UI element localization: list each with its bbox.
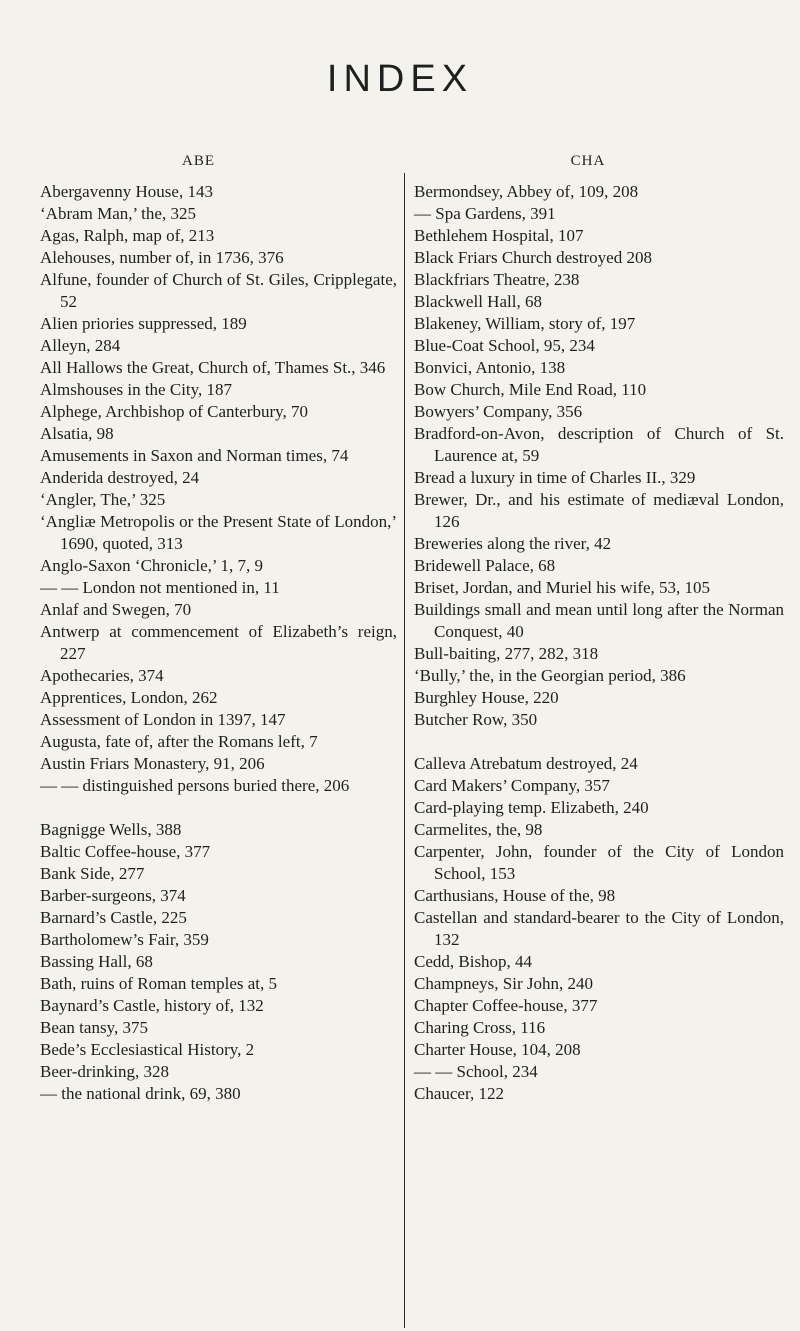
index-entry: ‘Bully,’ the, in the Georgian period, 386 — [414, 666, 686, 685]
index-entry: Austin Friars Monastery, 91, 206 — [40, 754, 265, 773]
entry-list-left — [40, 181, 397, 1105]
index-entry: Alehouses, number of, in 1736, 376 — [40, 248, 284, 267]
index-entry: Antwerp at commencement of Elizabeth’s reign, 227 — [40, 622, 397, 663]
index-entry: Anlaf and Swegen, 70 — [40, 600, 192, 619]
index-entry: Barnard’s Castle, 225 — [40, 908, 187, 927]
index-entry: Bread a luxury in time of Charles II., 329 — [414, 468, 696, 487]
index-entry: Chapter Coffee-house, 377 — [414, 996, 598, 1015]
running-head-left: ABE — [182, 153, 215, 169]
index-entry: Bridewell Palace, 68 — [414, 556, 556, 575]
index-column-right — [414, 150, 784, 1105]
index-entry: Champneys, Sir John, 240 — [414, 974, 593, 993]
index-entry: Augusta, fate of, after the Romans left, 7 — [40, 732, 318, 751]
index-entry: Card Makers’ Company, 357 — [414, 776, 610, 795]
index-entry: Anderida destroyed, 24 — [40, 468, 200, 487]
index-entry: Bonvici, Antonio, 138 — [414, 358, 566, 377]
index-entry: — — distinguished persons buried there, 206 — [40, 776, 350, 795]
column-divider — [404, 173, 405, 1328]
index-entry: Charing Cross, 116 — [414, 1018, 546, 1037]
section-gap — [40, 797, 397, 819]
index-entry: Breweries along the river, 42 — [414, 534, 612, 553]
index-entry: Agas, Ralph, map of, 213 — [40, 226, 215, 245]
index-entry: Bartholomew’s Fair, 359 — [40, 930, 209, 949]
index-entry: Burghley House, 220 — [414, 688, 559, 707]
index-entry: Black Friars Church destroyed 208 — [414, 248, 652, 267]
index-entry: Card-playing temp. Elizabeth, 240 — [414, 798, 649, 817]
index-entry: — — London not mentioned in, 11 — [40, 578, 280, 597]
index-entry: Bagnigge Wells, 388 — [40, 820, 182, 839]
index-entry: Bean tansy, 375 — [40, 1018, 148, 1037]
index-entry: Calleva Atrebatum destroyed, 24 — [414, 754, 638, 773]
page-title: INDEX — [326, 58, 474, 100]
index-entry: — the national drink, 69, 380 — [40, 1084, 241, 1103]
index-entry: Barber-surgeons, 374 — [40, 886, 186, 905]
index-entry: Briset, Jordan, and Muriel his wife, 53, 105 — [414, 578, 711, 597]
index-entry: Charter House, 104, 208 — [414, 1040, 581, 1059]
section-gap — [414, 731, 784, 753]
index-entry: Bermondsey, Abbey of, 109, 208 — [414, 182, 639, 201]
index-entry: Assessment of London in 1397, 147 — [40, 710, 286, 729]
index-column-left — [40, 150, 397, 1105]
index-entry: Baynard’s Castle, history of, 132 — [40, 996, 264, 1015]
index-entry: Alphege, Archbishop of Canterbury, 70 — [40, 402, 309, 421]
index-entry: ‘Abram Man,’ the, 325 — [40, 204, 196, 223]
index-entry: Anglo-Saxon ‘Chronicle,’ 1, 7, 9 — [40, 556, 264, 575]
index-entry: Bethlehem Hospital, 107 — [414, 226, 584, 245]
index-entry: Carpenter, John, founder of the City of London School, 153 — [414, 842, 784, 883]
index-entry: ‘Angliæ Metropolis or the Present State of London,’ 1690, quoted, 313 — [40, 512, 397, 553]
index-entry: Bassing Hall, 68 — [40, 952, 153, 971]
index-entry: Butcher Row, 350 — [414, 710, 538, 729]
index-entry: Blackfriars Theatre, 238 — [414, 270, 580, 289]
index-entry: Chaucer, 122 — [414, 1084, 504, 1103]
index-entry: Apothecaries, 374 — [40, 666, 164, 685]
index-entry: Abergavenny House, 143 — [40, 182, 213, 201]
index-entry: Bowyers’ Company, 356 — [414, 402, 583, 421]
index-entry: Carmelites, the, 98 — [414, 820, 543, 839]
index-entry: Alien priories suppressed, 189 — [40, 314, 247, 333]
index-entry: Almshouses in the City, 187 — [40, 380, 233, 399]
index-entry: Bath, ruins of Roman temples at, 5 — [40, 974, 278, 993]
index-entry: Blakeney, William, story of, 197 — [414, 314, 636, 333]
index-entry: Brewer, Dr., and his estimate of mediæval London, 126 — [414, 490, 784, 531]
entry-list-right — [414, 181, 784, 1105]
index-entry: Blackwell Hall, 68 — [414, 292, 542, 311]
index-entry: Bow Church, Mile End Road, 110 — [414, 380, 647, 399]
index-entry: Bull-baiting, 277, 282, 318 — [414, 644, 599, 663]
index-entry: Apprentices, London, 262 — [40, 688, 218, 707]
index-entry: Bank Side, 277 — [40, 864, 145, 883]
index-entry: Cedd, Bishop, 44 — [414, 952, 533, 971]
index-entry: All Hallows the Great, Church of, Thames St., 346 — [40, 358, 386, 377]
index-entry: Buildings small and mean until long after the Norman Conquest, 40 — [414, 600, 784, 641]
index-entry: Bede’s Ecclesiastical History, 2 — [40, 1040, 255, 1059]
index-entry: Alsatia, 98 — [40, 424, 114, 443]
index-entry: Alfune, founder of Church of St. Giles, Cripplegate, 52 — [40, 270, 397, 311]
index-entry: Beer-drinking, 328 — [40, 1062, 170, 1081]
index-entry: Bradford-on-Avon, description of Church of St. Laurence at, 59 — [414, 424, 784, 465]
index-entry: Baltic Coffee-house, 377 — [40, 842, 211, 861]
index-entry: ‘Angler, The,’ 325 — [40, 490, 166, 509]
index-entry: Amusements in Saxon and Norman times, 74 — [40, 446, 349, 465]
running-head-right: CHA — [570, 153, 606, 169]
index-entry: Alleyn, 284 — [40, 336, 121, 355]
index-entry: — — School, 234 — [414, 1062, 538, 1081]
index-entry: Carthusians, House of the, 98 — [414, 886, 616, 905]
index-entry: Blue-Coat School, 95, 234 — [414, 336, 595, 355]
index-entry: — Spa Gardens, 391 — [414, 204, 556, 223]
index-entry: Castellan and standard-bearer to the City of London, 132 — [414, 908, 784, 949]
